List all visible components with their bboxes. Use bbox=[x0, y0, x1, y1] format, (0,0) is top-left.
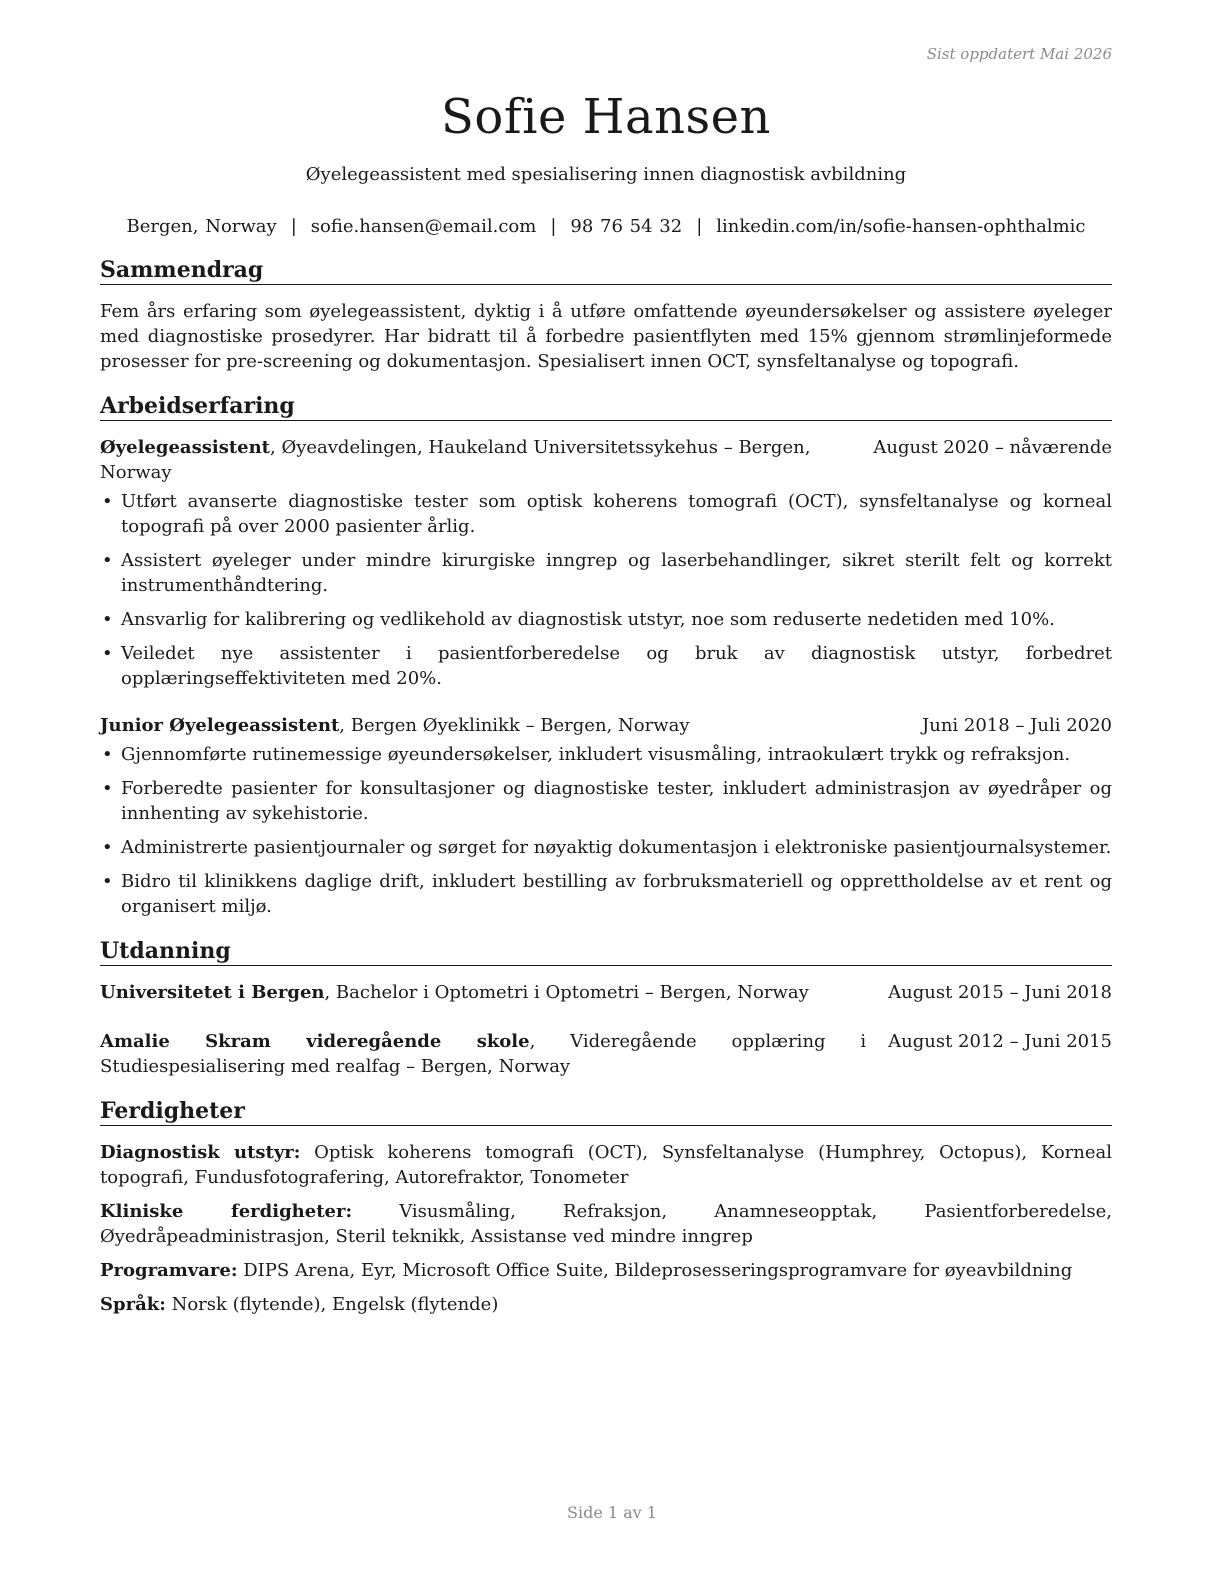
school-name: Amalie Skram videregående skole bbox=[100, 1031, 530, 1052]
page-footer: Side 1 av 1 bbox=[567, 1503, 657, 1522]
contact-separator: | bbox=[550, 216, 557, 237]
education-line bbox=[100, 980, 809, 1005]
job-header bbox=[100, 713, 1112, 738]
experience-section bbox=[100, 392, 1112, 919]
skills-section bbox=[100, 1097, 1112, 1317]
bullet-item: • Veiledet nye assistenter i pasientforberedelse og bruk av diagnostisk utstyr, forbedret opplæringseffektiviteten med 20%. bbox=[100, 641, 1112, 691]
job-role: Junior Øyelegeassistent bbox=[100, 715, 340, 736]
job-bullets bbox=[100, 489, 1112, 691]
contact-phone: 98 76 54 32 bbox=[570, 216, 683, 237]
skill-line bbox=[100, 1140, 1112, 1190]
bullet-item: • Ansvarlig for kalibrering og vedlikehold av diagnostisk utstyr, noe som reduserte nedetiden med 10%. bbox=[100, 607, 1112, 632]
skill-value: Visusmåling, Refraksjon, Anamneseopptak, Pasientforberedelse, Øyedråpeadministrasjon, Steril teknikk, Assistanse ved mindre inngrep bbox=[100, 1201, 1112, 1247]
last-updated: Sist oppdatert Mai 2026 bbox=[926, 45, 1112, 63]
bullet-item: • Bidro til klinikkens daglige drift, inkludert bestilling av forbruksmateriell og opprettholdelse av et rent og organisert miljø. bbox=[100, 869, 1112, 919]
contact-location: Bergen, Norway bbox=[126, 216, 277, 237]
job-header bbox=[100, 435, 1112, 485]
contact-separator: | bbox=[290, 216, 297, 237]
education-section bbox=[100, 937, 1112, 1079]
candidate-name: Sofie Hansen bbox=[441, 89, 771, 145]
bullet-item: • Forberedte pasienter for konsultasjoner og diagnostiske tester, inkludert administrasjon av øyedråper og innhenting av sykehistorie. bbox=[100, 776, 1112, 826]
summary-section bbox=[100, 256, 1112, 374]
job-dates: August 2020 – nåværende bbox=[873, 437, 1112, 458]
job-bullets bbox=[100, 742, 1112, 919]
education-dates: August 2012 – Juni 2015 bbox=[888, 1031, 1112, 1052]
section-title-education: Utdanning bbox=[100, 937, 1112, 966]
education-dates: August 2015 – Juni 2018 bbox=[888, 982, 1112, 1003]
job-details: , Øyeavdelingen, Haukeland Universitetssykehus – Bergen, Norway bbox=[100, 437, 811, 483]
skill-label: Språk: bbox=[100, 1294, 166, 1315]
section-title-skills: Ferdigheter bbox=[100, 1097, 1112, 1126]
bullet-item: • Administrerte pasientjournaler og sørget for nøyaktig dokumentasjon i elektroniske pasientjournalsystemer. bbox=[100, 835, 1112, 860]
skill-line bbox=[100, 1199, 1112, 1249]
job-entry bbox=[100, 713, 1112, 919]
skill-label: Kliniske ferdigheter: bbox=[100, 1201, 353, 1222]
job-title-line bbox=[100, 435, 853, 485]
headline: Øyelegeassistent med spesialisering innen diagnostisk avbildning bbox=[305, 164, 907, 185]
job-dates: Juni 2018 – Juli 2020 bbox=[922, 715, 1112, 736]
education-line bbox=[100, 1029, 866, 1079]
skill-label: Diagnostisk utstyr: bbox=[100, 1142, 301, 1163]
skill-value: Norsk (flytende), Engelsk (flytende) bbox=[165, 1294, 499, 1315]
contact-linkedin[interactable]: linkedin.com/in/sofie-hansen-ophthalmic bbox=[716, 216, 1086, 237]
degree-details: , Bachelor i Optometri i Optometri – Bergen, Norway bbox=[324, 982, 809, 1003]
skill-line bbox=[100, 1258, 1112, 1283]
job-role: Øyelegeassistent bbox=[100, 437, 270, 458]
skill-line bbox=[100, 1292, 1112, 1317]
contact-line bbox=[100, 216, 1112, 238]
job-entry bbox=[100, 435, 1112, 691]
section-title-experience: Arbeidserfaring bbox=[100, 392, 1112, 421]
bullet-item: • Utført avanserte diagnostiske tester som optisk koherens tomografi (OCT), synsfeltanalyse og korneal topografi på over 2000 pasienter årlig. bbox=[100, 489, 1112, 539]
degree-details: , Videregående opplæring i Studiespesialisering med realfag – Bergen, Norway bbox=[100, 1031, 867, 1077]
summary-text: Fem års erfaring som øyelegeassistent, dyktig i å utføre omfattende øyeundersøkelser og assistere øyeleger med diagnostiske prosedyrer. Har bidratt til å forbedre pasientflyten med 15% gjennom strømlinjeformede prosesser for pre-screening og dokumentasjon. Spesialisert innen OCT, synsfeltanalyse og topografi. bbox=[100, 301, 1112, 372]
contact-separator: | bbox=[696, 216, 703, 237]
bullet-item: • Gjennomførte rutinemessige øyeundersøkelser, inkludert visusmåling, intraokulært trykk og refraksjon. bbox=[100, 742, 1112, 767]
contact-email[interactable]: sofie.hansen@email.com bbox=[310, 216, 537, 237]
section-title-summary: Sammendrag bbox=[100, 256, 1112, 285]
education-entry bbox=[100, 980, 1112, 1005]
school-name: Universitetet i Bergen bbox=[100, 982, 325, 1003]
skill-value: DIPS Arena, Eyr, Microsoft Office Suite, Bildeprosesseringsprogramvare for øyeavbildning bbox=[237, 1260, 1073, 1281]
job-title-line bbox=[100, 713, 690, 738]
skill-value: Optisk koherens tomografi (OCT), Synsfeltanalyse (Humphrey, Octopus), Korneal topografi, Fundusfotografering, Autorefraktor, Tonometer bbox=[100, 1142, 1112, 1188]
skill-label: Programvare: bbox=[100, 1260, 238, 1281]
bullet-item: • Assistert øyeleger under mindre kirurgiske inngrep og laserbehandlinger, sikret sterilt felt og korrekt instrumenthåndtering. bbox=[100, 548, 1112, 598]
education-entry bbox=[100, 1029, 1112, 1079]
job-details: , Bergen Øyeklinikk – Bergen, Norway bbox=[339, 715, 690, 736]
